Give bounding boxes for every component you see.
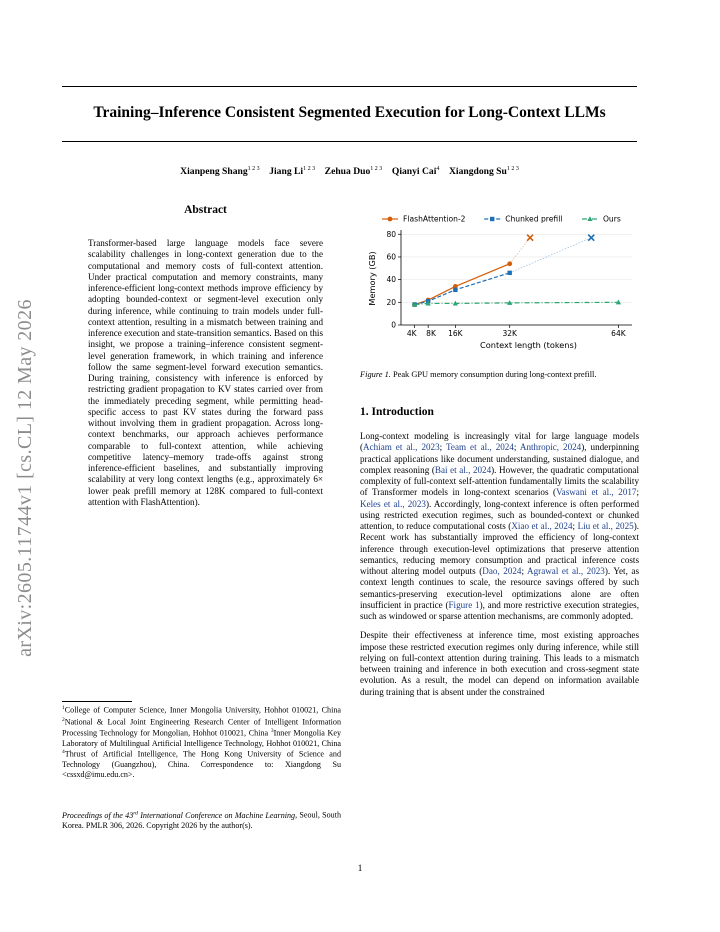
affiliation-footnote: $^1$College of Computer Science, Inner Mongolia University, Hohhot 010021, China $^2$National & Local Joint Engineering Research Center of Intelligent Information Processing Technology for Mongolian, Hohhot 010021, China $^3$Inner Mongolia Key Laboratory of Multilingual Artificial Intelligence Technology, Hohhot 010021, China $^4$Thrust of Artificial Intelligence, The Hong Kong University of Science and Technology (Guangzhou), China. Correspondence to: Xiangdong Su <cssxd@imu.edu.cn>. xyxy=(62,705,341,779)
author-name: Jiang Li xyxy=(269,166,304,178)
proceedings-note xyxy=(62,809,341,830)
author-name: Zehua Duo xyxy=(324,166,371,178)
y-tick-label: 40 xyxy=(386,275,396,285)
citation-link[interactable]: Team et al., 2024 xyxy=(446,442,514,453)
x-tick-label: 8K xyxy=(426,329,436,338)
author-affiliation-marks: 1 2 3 xyxy=(370,166,383,172)
citation-link[interactable]: Achiam et al., 2023 xyxy=(363,442,440,453)
proceedings-prefix: Proceedings of the xyxy=(62,810,126,820)
proceedings-number: 43 xyxy=(125,810,134,820)
citation-link[interactable]: Xiao et al., 2024 xyxy=(511,521,573,531)
x-tick-label: 32K xyxy=(502,329,517,338)
affiliation-3: Inner Mongolia Key Laboratory of Multilingual Artificial Intelligence Technology, Hohhot 010021, China xyxy=(62,728,341,748)
y-axis-label: Memory (GB) xyxy=(367,251,377,306)
paragraph-text: Long-context modeling is increasingly vital for large language models ( xyxy=(360,431,639,453)
citation-link[interactable]: Dao, 2024 xyxy=(482,566,522,576)
abstract-heading: Abstract xyxy=(184,204,227,216)
y-tick-label: 20 xyxy=(386,297,396,307)
introduction-body xyxy=(360,431,639,706)
x-tick-label: 4K xyxy=(406,329,417,338)
author-list xyxy=(62,166,637,177)
citation-link[interactable]: Bai et al., 2024 xyxy=(434,464,492,475)
legend-label: FlashAttention-2 xyxy=(403,214,466,224)
citation-link[interactable]: Agrawal et al., 2023 xyxy=(527,566,605,576)
introduction-paragraph-2: Despite their effectiveness at inference time, most existing approaches impose these restricted execution regimes only during inference, while still relying on full-context attention during training. This leads to a mismatch between training and inference in both execution and cross-segment state evolution. As a result, the model can depend on information available during training that is absent under the constrained xyxy=(360,630,639,697)
affiliation-2: National & Local Joint Engineering Research Center of Intelligent Information Processing Technology for Mongolian, Hohhot 010021, China xyxy=(62,717,341,738)
paragraph-text: ; xyxy=(439,442,446,453)
paragraph-text: ; xyxy=(513,442,520,453)
figure-caption xyxy=(360,370,639,380)
data-point xyxy=(508,271,512,275)
footnote-rule xyxy=(62,701,132,702)
paper-title: Training–Inference Consistent Segmented Execution for Long-Context LLMs xyxy=(93,104,606,121)
title-bottom-rule xyxy=(62,141,637,142)
paragraph-text: ). Recent work has substantially improved the efficiency of long-context inference through execution-level optimizations that preserve attention semantics, reducing memory consumption and practical inference costs without altering model outputs ( xyxy=(360,521,639,576)
title-top-rule xyxy=(62,86,637,87)
author-name: Qianyi Cai xyxy=(391,166,437,178)
affiliation-4: Thrust of Artificial Intelligence, The Hong Kong University of Science and Technology (Guangzhou), China. Correspondence to: Xiangdong Su <cssxd@imu.edu.cn>. xyxy=(62,750,341,779)
x-axis-label: Context length (tokens) xyxy=(480,340,577,350)
abstract-text: Transformer-based large language models face severe scalability challenges in long-context generation due to the computational and memory costs of full-context attention. Under practical computation and memory constraints, many inference-efficient long-context methods improve efficiency by adopting bounded-context or segment-level execution only during inference, while continuing to train models under full-context attention, resulting in a mismatch between training and inference execution and state-transition semantics. Based on this insight, we propose a training–inference consistent segment-level generation framework, in which training and inference follow the same segment-level forward execution semantics. During training, consistency with inference is enforced by restricting gradient propagation to KV states carried over from the immediately preceding segment, while permitting head-specific access to past KV states during the forward pass without involving them in gradient propagation. Across long-context benchmarks, our approach achieves performance comparable to full-context attention, while achieving competitive latency–memory trade-offs against strong inference-efficient baselines, and substantially improving scalability at very long context lengths (e.g., approximately 6× lower peak prefill memory at 128K compared to full-context attention with FlashAttention). xyxy=(88,238,323,507)
data-point xyxy=(388,217,393,222)
proceedings-suffix: , Seoul, South Korea. PMLR 306, 2026. Copyright 2026 by the author(s). xyxy=(62,810,342,830)
y-tick-label: 80 xyxy=(386,229,396,239)
y-tick-label: 60 xyxy=(386,252,396,262)
citation-link[interactable]: Liu et al., 2025 xyxy=(577,521,634,531)
data-point xyxy=(490,217,494,221)
figure-caption-text: Peak GPU memory consumption during long-context prefill. xyxy=(390,370,597,379)
author-affiliation-marks: 1 2 3 xyxy=(506,166,519,172)
series-line xyxy=(415,302,619,304)
affiliation-1: College of Computer Science, Inner Mongolia University, Hohhot 010021, China xyxy=(64,705,341,715)
arxiv-stamp: arXiv:2605.11744v1 [cs.CL] 12 May 2026 xyxy=(14,299,36,657)
page-number: 1 xyxy=(357,863,363,874)
data-point xyxy=(453,288,457,292)
abstract-section xyxy=(88,204,323,508)
figure-label: Figure 1. xyxy=(360,370,391,379)
introduction-paragraph-1 xyxy=(360,431,639,622)
legend-label: Ours xyxy=(602,214,621,224)
x-tick-label: 64K xyxy=(611,329,626,338)
legend-label: Chunked prefill xyxy=(505,214,563,224)
citation-link[interactable]: Vaswani et al., 2017 xyxy=(556,487,637,498)
author-name: Xiangdong Su xyxy=(448,166,507,178)
citation-link[interactable]: Anthropic, 2024 xyxy=(519,442,582,453)
citation-link[interactable]: Figure 1 xyxy=(448,599,480,610)
paragraph-text: ), and more restrictive execution strategies, such as windowed or sparse attention mechanisms, are commonly adopted. xyxy=(360,599,639,621)
proceedings-conference: International Conference on Machine Learning xyxy=(137,810,296,820)
y-tick-label: 0 xyxy=(391,320,396,330)
x-tick-label: 16K xyxy=(448,329,463,338)
data-point xyxy=(587,216,592,221)
paragraph-text: ; xyxy=(572,521,578,531)
introduction-heading: 1. Introduction xyxy=(360,406,434,418)
paragraph-text: ). However, the quadratic computational complexity of full-context self-attention fundamentally limits the scalability of Transformer models in long-context scenarios ( xyxy=(360,464,639,498)
oom-extrapolation xyxy=(510,238,592,273)
memory-chart xyxy=(360,212,639,360)
author-affiliation-marks: 1 2 3 xyxy=(303,166,316,172)
citation-link[interactable]: Keles et al., 2023 xyxy=(360,498,426,509)
paragraph-text: ; xyxy=(636,487,639,498)
author-affiliation-marks: 1 2 3 xyxy=(247,166,260,172)
paragraph-text: ). Accordingly, long-context inference is often performed using restricted execution regimes, such as bounded-context or chunked attention, to reduce computational costs ( xyxy=(360,498,640,531)
author-affiliation-marks: 4 xyxy=(436,166,440,172)
proceedings-ordinal: rd xyxy=(133,810,138,816)
paragraph-text: ), underpinning practical applications like document understanding, sustained dialogue, and complex reasoning ( xyxy=(360,442,640,475)
author-name: Xianpeng Shang xyxy=(180,166,248,178)
paragraph-text: ). Yet, as context length continues to scale, the resource savings offered by such semantics-preserving execution-level optimizations alone are often insufficient in practice ( xyxy=(360,566,639,610)
paragraph-text: ; xyxy=(521,566,528,576)
oom-extrapolation xyxy=(510,238,530,264)
